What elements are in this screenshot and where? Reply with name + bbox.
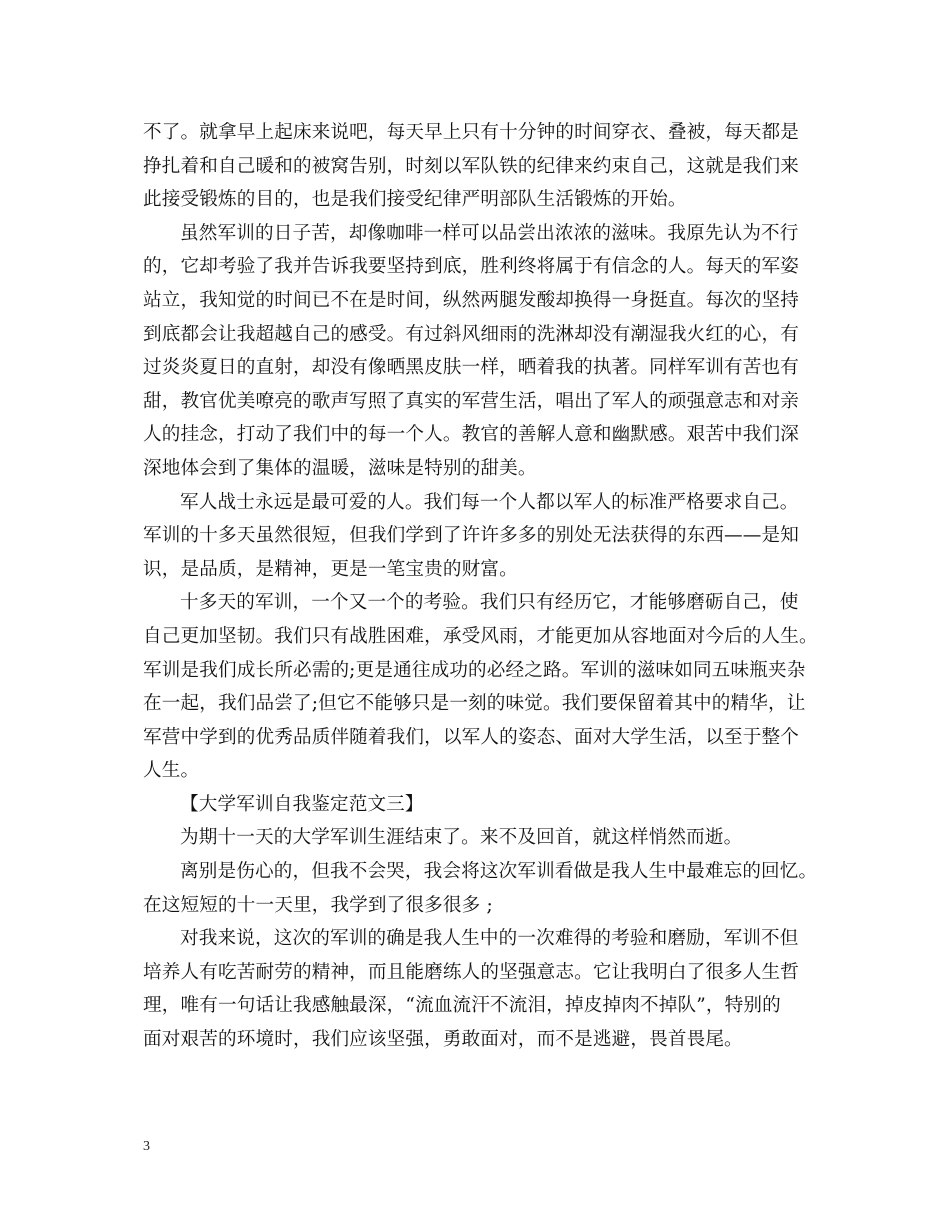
text-line: 站立，我知觉的时间已不在是时间，纵然两腿发酸却换得一身挺直。每次的坚持 [143, 289, 800, 311]
text-line: 在这短短的十一天里，我学到了很多很多 ; [143, 894, 493, 916]
text-line: 理，唯有一句话让我感触最深，“流血流汗不流泪，掉皮掉肉不掉队”，特别的 [143, 995, 781, 1017]
text-line: 军营中学到的优秀品质伴随着我们，以军人的姿态、面对大学生活，以至于整个 [143, 726, 800, 748]
text-line: 甜，教官优美嘹亮的歌声写照了真实的军营生活，唱出了军人的顽强意志和对亲 [143, 390, 800, 412]
paragraph-first-line: 为期十一天的大学军训生涯结束了。来不及回首，就这样悄然而逝。 [180, 827, 743, 849]
document-body [143, 116, 818, 1057]
text-line: 不了。就拿早上起床来说吧，每天早上只有十分钟的时间穿衣、叠被，每天都是 [143, 122, 800, 143]
text-line: 军训是我们成长所必需的;更是通往成功的必经之路。军训的滋味如同五味瓶夹杂 [143, 659, 806, 681]
paragraph-first-line: 虽然军训的日子苦，却像咖啡一样可以品尝出浓浓的滋味。我原先认为不行 [180, 222, 799, 244]
text-line: 过炎炎夏日的直射，却没有像晒黑皮肤一样，晒着我的执著。同样军训有苦也有 [143, 357, 800, 379]
text-line: 到底都会让我超越自己的感受。有过斜风细雨的洗淋却没有潮湿我火红的心，有 [143, 323, 800, 345]
section-heading: 【大学军训自我鉴定范文三】 [180, 793, 424, 815]
text-line: 军训的十多天虽然很短，但我们学到了许许多多的别处无法获得的东西——是知 [143, 525, 800, 547]
text-line: 培养人有吃苦耐劳的精神，而且能磨练人的坚强意志。它让我明白了很多人生哲 [143, 961, 800, 983]
paragraph-first-line: 对我来说，这次的军训的确是我人生中的一次难得的考验和磨励，军训不但 [180, 928, 799, 950]
text-line: 自己更加坚韧。我们只有战胜困难，承受风雨，才能更加从容地面对今后的人生。 [143, 625, 818, 647]
page-number: 3 [143, 1139, 150, 1154]
text-line: 人生。 [143, 760, 200, 782]
paragraph-first-line: 军人战士永远是最可爱的人。我们每一个人都以军人的标准严格要求自己。 [180, 491, 799, 513]
text-line: 在一起，我们品尝了;但它不能够只是一刻的味觉。我们要保留着其中的精华，让 [143, 693, 806, 715]
text-line: 深地体会到了集体的温暖，滋味是特别的甜美。 [143, 457, 537, 479]
text-line: 人的挂念，打动了我们中的每一个人。教官的善解人意和幽默感。艰苦中我们深 [143, 424, 800, 446]
text-line: 面对艰苦的环境时，我们应该坚强，勇敢面对，而不是逃避，畏首畏尾。 [143, 1029, 743, 1051]
text-line: 识，是品质，是精神，更是一笔宝贵的财富。 [143, 558, 518, 580]
paragraph-first-line: 离别是伤心的，但我不会哭，我会将这次军训看做是我人生中最难忘的回忆。 [180, 861, 818, 883]
text-line: 的，它却考验了我并告诉我要坚持到底，胜利终将属于有信念的人。每天的军姿 [143, 256, 800, 278]
paragraph-first-line: 十多天的军训，一个又一个的考验。我们只有经历它，才能够磨砺自己，使 [180, 592, 799, 614]
text-line: 挣扎着和自己暖和的被窝告别，时刻以军队铁的纪律来约束自己，这就是我们来 [143, 155, 800, 177]
text-line: 此接受锻炼的目的，也是我们接受纪律严明部队生活锻炼的开始。 [143, 189, 687, 211]
